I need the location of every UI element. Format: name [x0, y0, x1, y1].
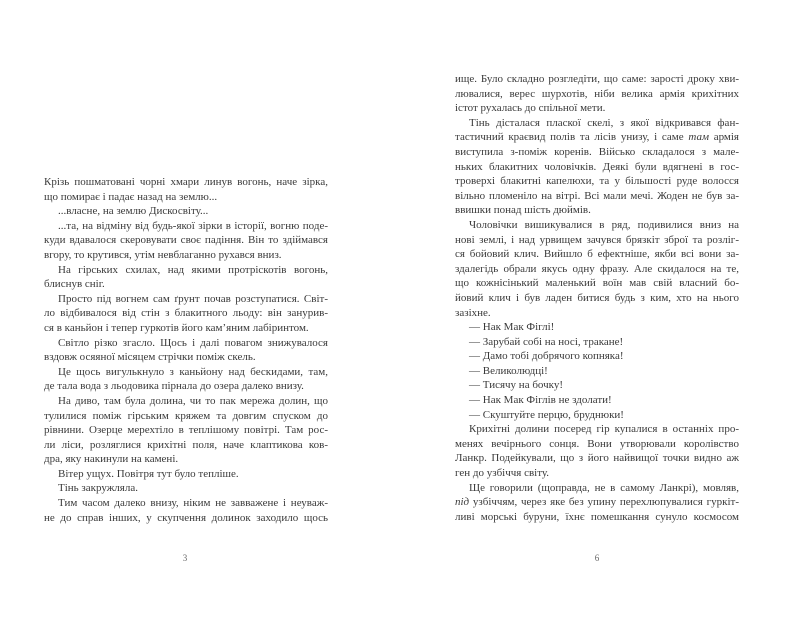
text-line: Вітер ущух. Повітря тут було тепліше. — [58, 467, 239, 480]
text-line: не до справ інших, у скупчення долинок заходило щось — [44, 511, 328, 524]
text-line: виступила з-поміж коренів. Військо складалося з мале- — [455, 145, 739, 158]
text-line: Крихітні долини посеред гір купалися в останніх про- — [469, 423, 739, 436]
text-line: вгору, то крутився, утім невблаганно рухався вниз. — [44, 248, 282, 261]
text-line: Крізь пошматовані чорні хмари линув вогонь, наче зірка, — [44, 176, 328, 188]
text-line: йовий клич і був ладен битися будь з ким, хто на нього — [455, 291, 739, 304]
text-line: що кожнісінький маленький воїн мав свій власний бо- — [455, 277, 739, 290]
text-line: здалегідь обрали якусь одну фразу. Але скидалося на те, — [455, 262, 739, 275]
text-line: Просто під вогнем сам ґрунт почав розступатися. Світ- — [58, 292, 328, 305]
text-line: Це щось вигулькнуло з каньйону над бескидами, там, — [58, 365, 328, 378]
text-line: Ланкр. Подейкували, що з його найвищої точки видно аж — [455, 452, 739, 465]
left-page-text — [44, 175, 328, 525]
page-number-right: 6 — [594, 553, 600, 563]
text-line: куди вдавалося скеровувати своє падіння. Він то здіймався — [44, 234, 328, 247]
text-line: — Великолюдці! — [469, 364, 548, 377]
text-line: Чоловічки вишикувалися в ряд, подивилися вниз на — [469, 218, 739, 231]
text-line: — Нак Мак Фіглі! — [469, 321, 555, 334]
text-line: ньких блакитних чоловічків. Деякі були вдягнені в гос- — [455, 160, 739, 173]
page-number-left: 3 — [182, 553, 188, 563]
text-line: Тим часом далеко внизу, ніким не завважене і неуваж- — [58, 497, 328, 510]
text-line: Тінь дісталася пласкої скелі, з якої відкривався фан- — [469, 116, 739, 129]
text-line: де тала вода з льодовика пірнала до озера далеко внизу. — [44, 380, 304, 393]
text-line: блиснув сніг. — [44, 278, 105, 291]
text-line: — Дамо тобі добрячого копняка! — [469, 350, 624, 363]
text-line: ввишки понад шість дюймів. — [455, 204, 591, 217]
text-line: Ще говорили (щоправда, не в самому Ланкрі), мовляв, — [469, 481, 739, 494]
text-line: ло відбивалося від стін з блакитного льоду: він занурив- — [44, 307, 328, 320]
text-line: істот рухалась до спільної мети. — [455, 102, 606, 115]
text-line: На гірських схилах, над якими протріскотів вогонь, — [58, 263, 328, 276]
text-line: ...власне, на землю Дискосвіту... — [58, 205, 209, 218]
text-line: ливі морські буруни, їхнє помешкання сунуло космосом — [455, 510, 739, 523]
text-line: вздовж осяяної місяцем стрічки поміж скель. — [44, 351, 256, 364]
text-line: Світло різко згасло. Щось і далі повагом знижувалося — [58, 336, 328, 349]
right-page-text — [455, 72, 739, 524]
text-line: — Зарубай собі на носі, тракане! — [469, 335, 624, 348]
text-line: менях вечірнього сонця. Вони утворювали королівство — [455, 437, 739, 450]
italic-word: під — [455, 496, 470, 509]
text-line: ище. Було складно розгледіти, що саме: зарості дроку хви- — [455, 73, 739, 85]
text-line: троверхі блакитні капелюхи, та у більшості руде волосся — [455, 175, 739, 188]
text-line: ген до узбіччя світу. — [455, 467, 550, 480]
text-line: тастичний краєвид полів та лісів унизу, і саме там армія — [455, 131, 739, 144]
text-line: вільно пломеніло на вітрі. Всі мали мечі. Жоден не був за- — [455, 189, 739, 202]
text-line: На диво, там була долина, чи то пак мережа долин, що — [58, 394, 328, 407]
text-line: — Скуштуйте перцю, бруднюки! — [469, 408, 624, 421]
text-line: ...та, на відміну від будь-якої зірки в історії, вогню поде- — [58, 219, 328, 232]
text-line: — Тисячу на бочку! — [469, 379, 564, 392]
text-line: — Нак Мак Фіглів не здолати! — [469, 394, 612, 407]
text-line: лювалися, верес шурхотів, ніби велика армія крихітних — [455, 87, 739, 100]
text-line: під узбіччям, через яке без упину перехлюпувалися гуркіт- — [455, 496, 739, 509]
text-line: рівнини. Озерце мерехтіло в теплішому повітрі. Там рос- — [44, 424, 328, 437]
text-line: що помирає і падає назад на землю... — [44, 190, 218, 203]
text-line: ся в каньйон і тепер гуркотів його кам’яним лабіринтом. — [44, 321, 309, 334]
text-line: Тінь закружляла. — [58, 482, 138, 495]
text-line: ся бойовий клич. Вийшло б ефектніше, якби всі вони за- — [455, 248, 739, 261]
text-line: ли ліси, розляглися крихітні поля, наче клаптикова ков- — [44, 438, 328, 451]
text-line: зазіхне. — [455, 306, 491, 319]
italic-word: там — [688, 131, 709, 144]
text-line: тулилися поміж гірським кряжем та довгим спуском до — [44, 409, 328, 422]
text-line: нові землі, і над урвищем зачувся брязкіт зброї та розліг- — [455, 233, 739, 246]
text-line: дра, яку накинули на камені. — [44, 453, 179, 466]
